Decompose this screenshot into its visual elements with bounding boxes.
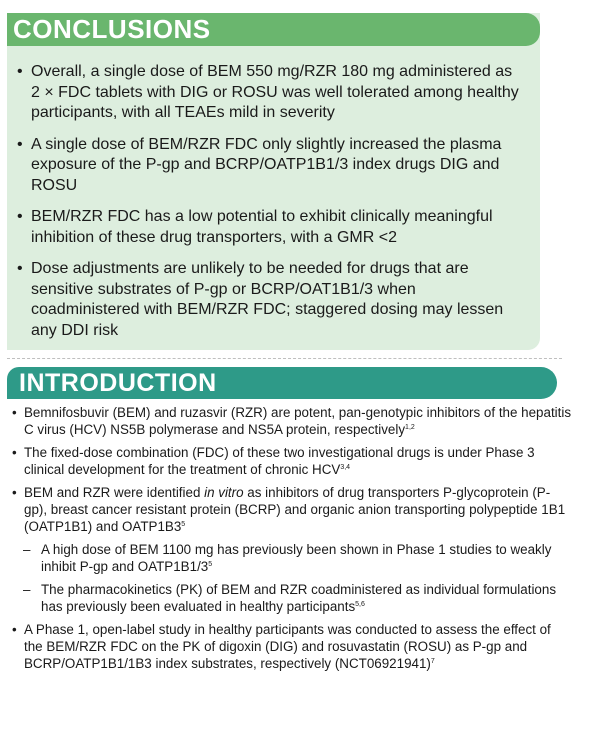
intro-text: The pharmacokinetics (PK) of BEM and RZR coadministered as individual formulations has previously been evaluated in healthy participants — [41, 582, 557, 614]
intro-subbullet — [12, 541, 572, 575]
intro-bullet — [12, 444, 572, 478]
dash-icon: – — [23, 542, 31, 557]
intro-bullet — [12, 621, 572, 672]
bullet-icon: • — [12, 445, 17, 460]
intro-text: The fixed-dose combination (FDC) of these two investigational drugs is under Phase 3 clinical development for the treatment of chronic HCV — [24, 445, 535, 477]
conclusion-text: Overall, a single dose of BEM 550 mg/RZR 180 mg administered as 2 × FDC tablets with DIG or ROSU was well tolerated among healthy participants, with all TEAEs mild in severity — [31, 63, 519, 121]
conclusion-item — [17, 207, 522, 248]
conclusions-header — [7, 13, 540, 46]
conclusion-text: Dose adjustments are unlikely to be needed for drugs that are sensitive substrates of P-gp or BCRP/OAT1B1/3 when coadministered with BEM/RZR FDC; staggered dosing may lessen any DDI risk — [31, 260, 504, 339]
conclusion-text: BEM/RZR FDC has a low potential to exhibit clinically meaningful inhibition of these drug transporters, with a GMR <2 — [31, 208, 493, 246]
bullet-icon: • — [17, 63, 23, 80]
intro-text: A Phase 1, open-label study in healthy participants was conducted to assess the effect of the BEM/RZR FDC on the PK of digoxin (DIG) and rosuvastatin (ROSU) as P-gp and BCRP/OATP1B1/1B3 index substrates, respectively (NCT06921941) — [24, 622, 551, 671]
citation: 1,2 — [405, 424, 415, 431]
intro-text: Bemnifosbuvir (BEM) and ruzasvir (RZR) are potent, pan-genotypic inhibitors of the hepatitis C virus (HCV) NS5B polymerase and NS5A protein, respectively — [24, 405, 572, 437]
bullet-icon: • — [12, 485, 17, 500]
conclusion-item — [17, 62, 522, 124]
conclusion-text: A single dose of BEM/RZR FDC only slightly increased the plasma exposure of the P-gp and BCRP/OATP1B1/3 index drugs DIG and ROSU — [31, 135, 502, 194]
introduction-title: INTRODUCTION — [19, 369, 217, 397]
intro-bullet — [12, 404, 572, 438]
conclusion-item — [17, 259, 522, 341]
section-divider — [7, 358, 562, 359]
conclusions-title: CONCLUSIONS — [13, 14, 211, 44]
bullet-icon: • — [17, 260, 23, 277]
intro-text: BEM and RZR were identified — [24, 485, 205, 500]
bullet-icon: • — [17, 208, 23, 225]
citation: 3,4 — [340, 464, 351, 471]
citation: 5,6 — [355, 601, 365, 608]
bullet-icon: • — [12, 622, 17, 637]
intro-bullet — [12, 484, 572, 535]
conclusions-list — [17, 62, 522, 352]
conclusion-item — [17, 135, 522, 197]
intro-text: as inhibitors of drug transporters P-glycoprotein (P-gp), breast cancer resistant protein (BCRP) and organic anion transporting polypeptide 1B1 (OATP1B1) and OATP1B3 — [24, 485, 566, 534]
bullet-icon: • — [12, 405, 17, 420]
intro-text: A high dose of BEM 1100 mg has previously been shown in Phase 1 studies to weakly inhibit P-gp and OATP1B1/3 — [41, 542, 552, 574]
citation: 7 — [430, 658, 435, 665]
intro-subbullet — [12, 581, 572, 615]
introduction-list — [12, 404, 572, 678]
introduction-header — [7, 367, 557, 399]
bullet-icon: • — [17, 135, 23, 153]
citation: 5 — [208, 561, 213, 568]
citation: 5 — [181, 521, 186, 528]
intro-emphasis: in vitro — [204, 485, 244, 500]
dash-icon: – — [23, 582, 31, 597]
